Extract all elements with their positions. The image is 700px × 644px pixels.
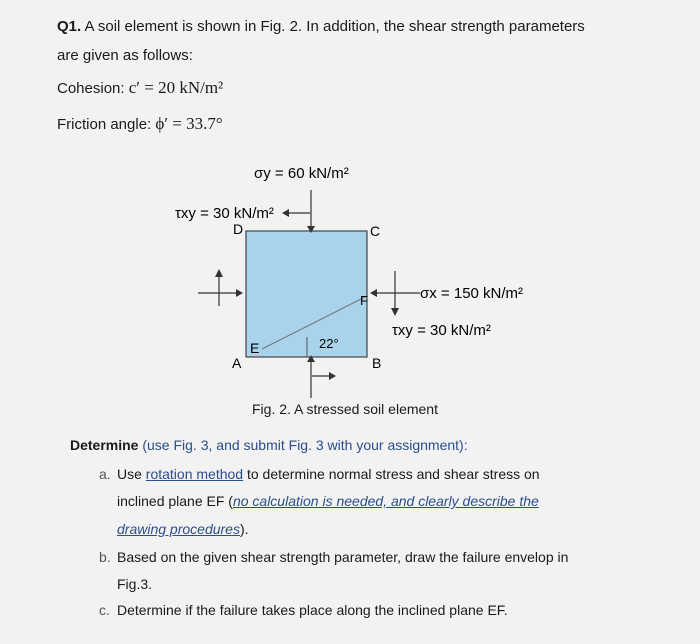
item-b-marker: b. [99, 549, 111, 565]
item-a-line1 [99, 466, 540, 482]
determine-label: Determine [70, 437, 139, 453]
question-intro-line1: A soil element is shown in Fig. 2. In addition, the shear strength parameters [84, 18, 585, 35]
item-a-line3-post: ). [239, 521, 249, 537]
sigma-x-label: σx = 150 kN/m² [420, 285, 524, 302]
question-number: Q1. [57, 18, 82, 35]
item-a-marker: a. [99, 466, 111, 482]
item-c-line1 [99, 602, 508, 618]
item-a-text-post: to determine normal stress and shear stress on [243, 466, 540, 482]
item-a-note-end: drawing procedures [117, 521, 240, 537]
item-a-line3 [117, 521, 249, 537]
left-shear-arrowhead [215, 269, 223, 277]
point-e-label: E [250, 340, 260, 356]
left-normal-arrowhead [236, 289, 243, 297]
corner-b-label: B [372, 355, 382, 371]
angle-label: 22° [319, 336, 339, 351]
cohesion-label: Cohesion: [57, 80, 125, 97]
determine-instructions: (use Fig. 3, and submit Fig. 3 with your assignment): [142, 437, 468, 453]
item-a-note: no calculation is needed, and clearly describe the [232, 493, 539, 509]
item-b-line1 [99, 549, 569, 565]
corner-d-label: D [233, 221, 244, 237]
determine-heading [70, 437, 468, 453]
right-normal-arrowhead [370, 289, 377, 297]
sigma-y-label: σy = 60 kN/m² [254, 165, 349, 182]
tau-xy-right-label: τxy = 30 kN/m² [392, 322, 491, 339]
rotation-method-link[interactable]: rotation method [145, 466, 244, 482]
top-shear-arrowhead [282, 209, 289, 217]
item-a-line2-pre: inclined plane EF ( [117, 493, 233, 509]
item-b-line2: Fig.3. [117, 576, 153, 592]
corner-a-label: A [232, 355, 242, 371]
item-b-text: Based on the given shear strength parameter, draw the failure envelop in [117, 549, 569, 565]
figure-caption: Fig. 2. A stressed soil element [252, 401, 438, 417]
bottom-shear-arrowhead [329, 372, 336, 380]
cohesion-value: c′ = 20 kN/m² [128, 78, 224, 97]
question-intro-line2: are given as follows: [57, 47, 193, 64]
corner-c-label: C [370, 223, 381, 239]
item-a-line2 [117, 493, 539, 509]
friction-value: ϕ′ = 33.7° [155, 114, 223, 133]
item-a-text-pre: Use [117, 466, 146, 482]
tau-xy-top-label: τxy = 30 kN/m² [175, 205, 274, 222]
item-c-marker: c. [99, 602, 110, 618]
item-c-text: Determine if the failure takes place along the inclined plane EF. [117, 602, 508, 618]
friction-label: Friction angle: [57, 116, 152, 133]
right-shear-arrowhead [391, 308, 399, 316]
point-f-label: F [360, 293, 368, 308]
